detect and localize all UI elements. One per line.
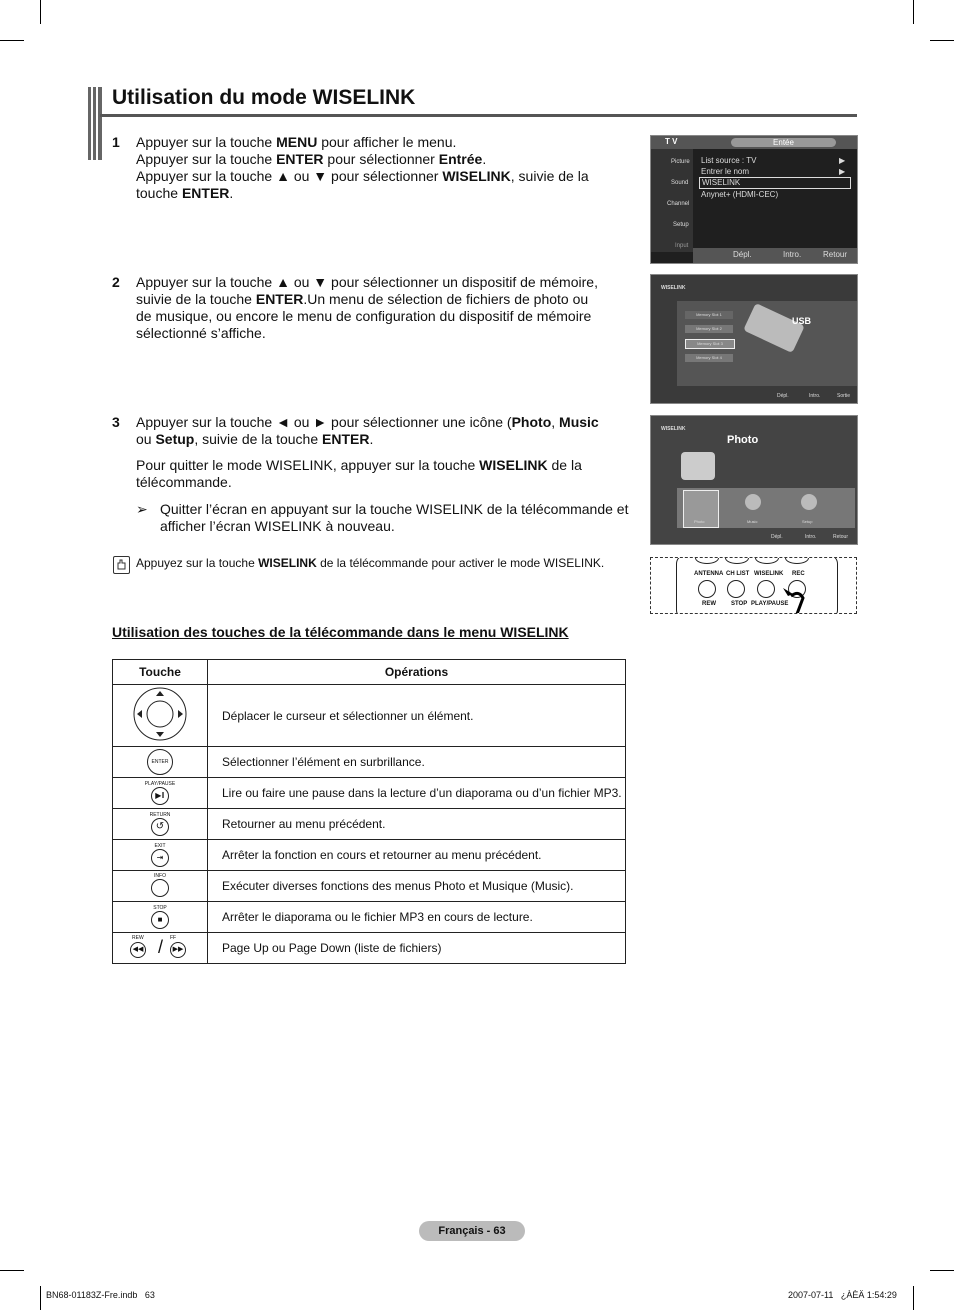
footer-enter: Intro.: [809, 393, 821, 399]
bold-term: ENTER: [181, 185, 230, 201]
crop-mark: [930, 40, 954, 41]
step-number: 3: [112, 414, 120, 430]
memory-slot-selected: Memory Slot 3: [685, 339, 735, 349]
footer-timestamp: 2007-07-11 ¿ÀÈÄ 1:54:29: [788, 1290, 897, 1300]
bold-term: WISELINK: [442, 168, 511, 184]
step-text: [136, 134, 631, 202]
camera-icon: [681, 452, 715, 480]
section-subtitle: Utilisation des touches de la télécommande dans le menu WISELINK: [112, 624, 569, 640]
play-pause-label: PLAY/PAUSE: [144, 781, 176, 787]
music-icon: [745, 494, 761, 510]
table-row: [113, 809, 626, 840]
key-stop: [113, 902, 208, 933]
table-row: [113, 840, 626, 871]
table-row: [113, 871, 626, 902]
title-underline: [100, 114, 857, 117]
operation-text: Sélectionner l’élément en surbrillance.: [208, 747, 626, 778]
crop-mark: [913, 1286, 914, 1310]
operation-text: Lire ou faire une pause dans la lecture d’un diaporama ou d’un fichier MP3.: [208, 778, 626, 809]
dpad-icon: [130, 686, 190, 742]
operation-text: Déplacer le curseur et sélectionner un élément.: [208, 685, 626, 747]
bold-term: Setup: [155, 431, 195, 447]
wiselink-button: [757, 580, 775, 598]
pointing-hand-icon: [779, 584, 809, 614]
bold-term: MENU: [276, 134, 318, 150]
remote-label: ANTENNA: [694, 571, 724, 577]
menu-item: Entrer le nom: [701, 167, 750, 176]
tv-label: T V: [665, 137, 678, 146]
wiselink-logo: WISELINK: [661, 285, 686, 291]
side-sound: Sound: [671, 180, 689, 186]
setup-icon: [801, 494, 817, 510]
icon-label-photo: Photo: [694, 519, 705, 524]
ff-icon: ▶▶: [170, 942, 186, 958]
bold-term: Photo: [511, 414, 552, 430]
footer-file: BN68-01183Z-Fre.indb 63: [46, 1290, 155, 1300]
footer-enter: Intro.: [783, 250, 802, 259]
step-3-paragraph: Pour quitter le mode WISELINK, appuyer sur la touche WISELINK de la télécommande.: [136, 457, 582, 490]
remote-label: PLAY/PAUSE: [751, 601, 789, 607]
remote-label: REW: [702, 601, 716, 607]
stop-label: STOP: [153, 905, 167, 911]
side-input: Input: [675, 243, 689, 249]
screenshot-input-menu: T V Entée Picture Sound Channel Setup Input List source : TV ▶ Entrer le nom ▶ WISELINK Anynet+ (HDMI-CEC) Dépl. Intro. Retour: [650, 135, 858, 264]
operations-table: [112, 659, 626, 964]
remote-illustration: [650, 557, 857, 614]
bold-term: ENTER: [255, 291, 304, 307]
note-icon: [113, 556, 130, 574]
key-return: [113, 809, 208, 840]
bold-term: ENTER: [276, 151, 324, 167]
side-picture: Picture: [671, 159, 690, 165]
rew-icon: ◀◀: [130, 942, 146, 958]
bold-term: ENTER: [322, 431, 370, 447]
info-label: INFO: [154, 872, 166, 879]
footer-return: Retour: [833, 534, 849, 540]
remote-label: WISELINK: [754, 571, 784, 577]
remote-label: REC: [792, 571, 805, 577]
slash-divider: /: [158, 937, 164, 957]
side-setup: Setup: [673, 222, 689, 228]
info-icon: [151, 879, 169, 897]
key-info: [113, 871, 208, 902]
step-text: [136, 274, 601, 342]
wiselink-logo: WISELINK: [661, 426, 686, 432]
menu-item: List source : TV: [701, 156, 757, 165]
footer-move: Dépl.: [771, 534, 783, 540]
operation-text: Page Up ou Page Down (liste de fichiers): [208, 933, 626, 964]
step-3-tip: Quitter l’écran en appuyant sur la touche WISELINK de la télécommande et afficher l’écran WISELINK à nouveau.: [160, 501, 629, 534]
remote-label: STOP: [731, 601, 748, 607]
table-header-row: [113, 660, 626, 685]
play-pause-icon: ▶ǁ: [151, 787, 169, 805]
memory-slot: Memory Slot 2: [685, 325, 733, 333]
usb-label: USB: [792, 316, 812, 326]
step-line: Appuyer sur la touche MENU pour afficher le menu.: [136, 134, 457, 150]
crop-mark: [913, 0, 914, 24]
arrow-icon: ➢: [136, 501, 148, 517]
enter-button-icon: ENTER: [147, 749, 173, 775]
table-row: [113, 778, 626, 809]
crop-mark: [0, 40, 24, 41]
step-number: 1: [112, 134, 120, 150]
step-line: Appuyer sur la touche ◄ ou ► pour sélectionner une icône (Photo, Music ou Setup, suivie de la touche ENTER.: [136, 414, 599, 447]
title-decoration: [88, 87, 102, 160]
memory-slot: Memory Slot 4: [685, 354, 733, 362]
icon-label-setup: Setup: [802, 519, 813, 524]
note-text: Appuyez sur la touche WISELINK de la télécommande pour activer le mode WISELINK.: [136, 556, 605, 570]
exit-label: EXIT: [154, 843, 166, 849]
icon-label-music: Music: [747, 519, 758, 524]
step-text: [136, 414, 616, 448]
key-play-pause: [113, 778, 208, 809]
key-exit: [113, 840, 208, 871]
step-line: Appuyer sur la touche ▲ ou ▼ pour sélectionner WISELINK, suivie de la touche ENTER.: [136, 168, 589, 201]
operation-text: Retourner au menu précédent.: [208, 809, 626, 840]
footer-move: Dépl.: [777, 393, 789, 399]
key-dpad: [113, 685, 208, 747]
table-row: [113, 685, 626, 747]
header-operations: Opérations: [208, 660, 626, 685]
page-title: Utilisation du mode WISELINK: [112, 86, 416, 109]
footer-return: Retour: [823, 250, 848, 259]
selected-label: Photo: [727, 434, 759, 446]
side-channel: Channel: [667, 201, 690, 207]
footer-enter: Intro.: [805, 534, 817, 540]
menu-header: Entée: [731, 138, 836, 147]
key-rew-ff: [113, 933, 208, 964]
screenshot-content-select: [650, 415, 858, 545]
bold-term: Music: [559, 414, 599, 430]
bold-term: WISELINK: [258, 556, 317, 570]
footer-exit: Sortie: [837, 393, 851, 399]
bold-term: WISELINK: [479, 457, 548, 473]
table-row: [113, 747, 626, 778]
crop-mark: [930, 1270, 954, 1271]
step-line: Appuyer sur la touche ▲ ou ▼ pour sélectionner un dispositif de mémoire, suivie de la touche ENTER.Un menu de sélection de fichiers de photo ou de musique, ou encore le menu de configuration du dispositif de mémoire sélectionné s’affiche.: [136, 274, 598, 341]
crop-mark: [0, 1270, 24, 1271]
stop-icon: ■: [151, 911, 169, 929]
exit-icon: ⇥: [151, 849, 169, 867]
step-line: Appuyer sur la touche ENTER pour sélectionner Entrée.: [136, 151, 487, 167]
menu-item: Anynet+ (HDMI-CEC): [701, 190, 779, 199]
remote-label: CH LIST: [726, 571, 750, 577]
screenshot-memory-select: [650, 274, 858, 404]
crop-mark: [40, 1286, 41, 1310]
table-row: [113, 933, 626, 964]
rew-label: REW: [132, 935, 144, 941]
operation-text: Arrêter le diaporama ou le fichier MP3 en cours de lecture.: [208, 902, 626, 933]
return-icon: ↺: [151, 818, 169, 836]
operation-text: Exécuter diverses fonctions des menus Photo et Musique (Music).: [208, 871, 626, 902]
key-enter: [113, 747, 208, 778]
crop-mark: [40, 0, 41, 24]
footer-move: Dépl.: [733, 250, 752, 259]
step-number: 2: [112, 274, 120, 290]
bold-term: Entrée: [438, 151, 483, 167]
operation-text: Arrêter la fonction en cours et retourner au menu précédent.: [208, 840, 626, 871]
return-label: RETURN: [149, 812, 171, 818]
memory-slot: Memory Slot 1: [685, 311, 733, 319]
ff-label: FF: [170, 935, 177, 941]
table-row: [113, 902, 626, 933]
menu-item-selected: WISELINK: [699, 177, 851, 189]
page-number: Français - 63: [419, 1221, 525, 1241]
header-key: Touche: [113, 660, 208, 685]
